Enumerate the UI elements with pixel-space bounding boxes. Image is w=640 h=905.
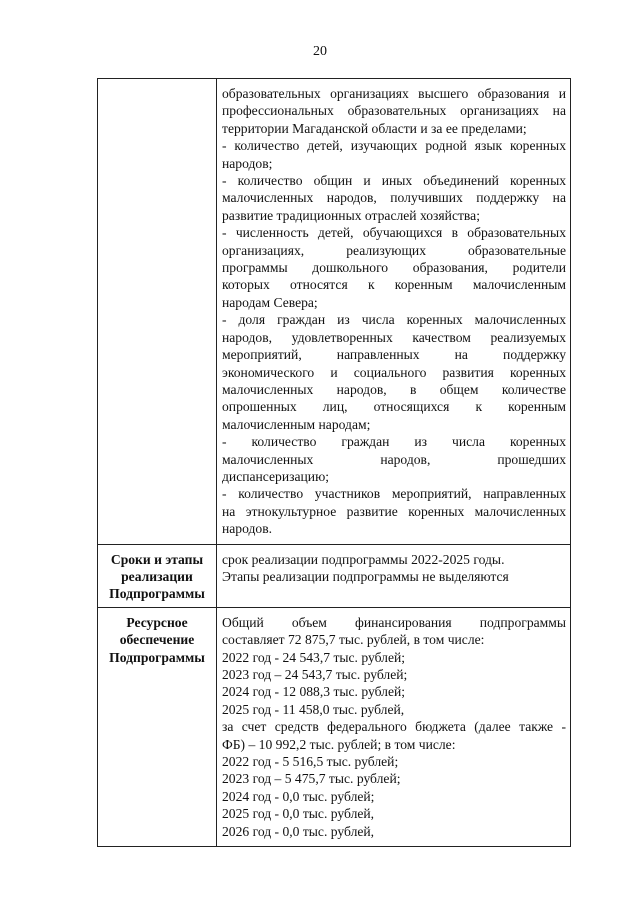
indicators-line: малочисленным народам; (222, 416, 371, 432)
terms-line: Этапы реализации подпрограммы не выделяются (222, 568, 509, 584)
resources-line: за счет средств федерального бюджета (далее также - (222, 719, 566, 735)
terms-label-line: Подпрограммы (109, 586, 205, 602)
indicators-line: народам Севера; (222, 294, 318, 310)
terms-label-line: Сроки и этапы (110, 551, 204, 567)
resources-line: 2023 год – 5 475,7 тыс. рублей; (222, 771, 401, 787)
label-cell-empty (98, 79, 217, 545)
indicators-line: организациях, реализующих образовательные (222, 242, 566, 258)
indicators-line: малочисленных народов, получивших поддержку на (222, 190, 566, 206)
resources-line: 2022 год - 24 543,7 тыс. рублей; (222, 649, 406, 665)
indicators-line: - количество граждан из числа коренных (222, 434, 566, 450)
indicators-line: - количество участников мероприятий, направленных (222, 486, 566, 502)
indicators-line: развитие традиционных отраслей хозяйства; (222, 207, 480, 223)
indicators-line: народов, удовлетворенных качеством реализуемых (222, 329, 566, 345)
resources-label-cell (98, 607, 217, 846)
indicators-line: народов. (222, 521, 273, 537)
terms-content-cell (217, 544, 571, 607)
resources-line: составляет 72 875,7 тыс. рублей, в том числе: (222, 632, 485, 648)
indicators-line: малочисленных народов, прошедших (222, 451, 566, 467)
indicators-line: диспансеризацию; (222, 468, 329, 484)
resources-line: ФБ) – 10 992,2 тыс. рублей; в том числе: (222, 736, 456, 752)
indicators-line: народов; (222, 155, 273, 171)
indicators-line: программы дошкольного образования, родители (222, 260, 566, 276)
indicators-line: - доля граждан из числа коренных малочисленных (222, 312, 566, 328)
page-number: 20 (313, 44, 327, 59)
resources-content-cell (217, 607, 571, 846)
resources-label-line: Ресурсное (126, 614, 188, 630)
resources-line: 2026 год - 0,0 тыс. рублей, (222, 823, 375, 839)
resources-line: 2024 год - 12 088,3 тыс. рублей; (222, 684, 406, 700)
terms-line: срок реализации подпрограммы 2022-2025 годы. (222, 551, 505, 567)
resources-line: 2025 год - 11 458,0 тыс. рублей, (222, 701, 405, 717)
indicators-line: мероприятий, направленных на поддержку (222, 347, 566, 363)
indicators-line: которых относятся к коренным малочисленным (222, 277, 566, 293)
resources-line: 2023 год – 24 543,7 тыс. рублей; (222, 667, 408, 682)
table-row-terms (98, 544, 571, 607)
passport-table (97, 78, 571, 847)
table-row-indicators (98, 79, 571, 545)
resources-line: 2025 год - 0,0 тыс. рублей, (222, 806, 375, 822)
indicators-line: малочисленных народов, в общем количестве (222, 381, 566, 397)
resources-line: 2024 год - 0,0 тыс. рублей; (222, 788, 375, 804)
terms-label-cell (98, 544, 217, 607)
indicators-line: на этнокультурное развитие коренных малочисленных (222, 503, 566, 519)
terms-label-line: реализации (121, 568, 193, 584)
indicators-content-cell (217, 79, 571, 545)
indicators-line: экономического и социального развития коренных (222, 364, 566, 380)
resources-label-line: обеспечение (119, 632, 195, 648)
indicators-line: территории Магаданской области и за ее пределами; (222, 120, 527, 136)
indicators-line: опрошенных лиц, относящихся к коренным (222, 399, 566, 415)
indicators-line: профессиональных образовательных организациях на (222, 103, 566, 119)
indicators-line: - количество детей, изучающих родной язык коренных (222, 138, 566, 154)
indicators-line: образовательных организациях высшего образования и (222, 86, 566, 101)
resources-line: Общий объем финансирования подпрограммы (222, 614, 566, 630)
resources-label-line: Подпрограммы (109, 649, 205, 665)
indicators-line: - количество общин и иных объединений коренных (222, 173, 566, 189)
indicators-line: - численность детей, обучающихся в образовательных (222, 225, 566, 241)
resources-line: 2022 год - 5 516,5 тыс. рублей; (222, 754, 399, 770)
table-row-resources (98, 607, 571, 846)
